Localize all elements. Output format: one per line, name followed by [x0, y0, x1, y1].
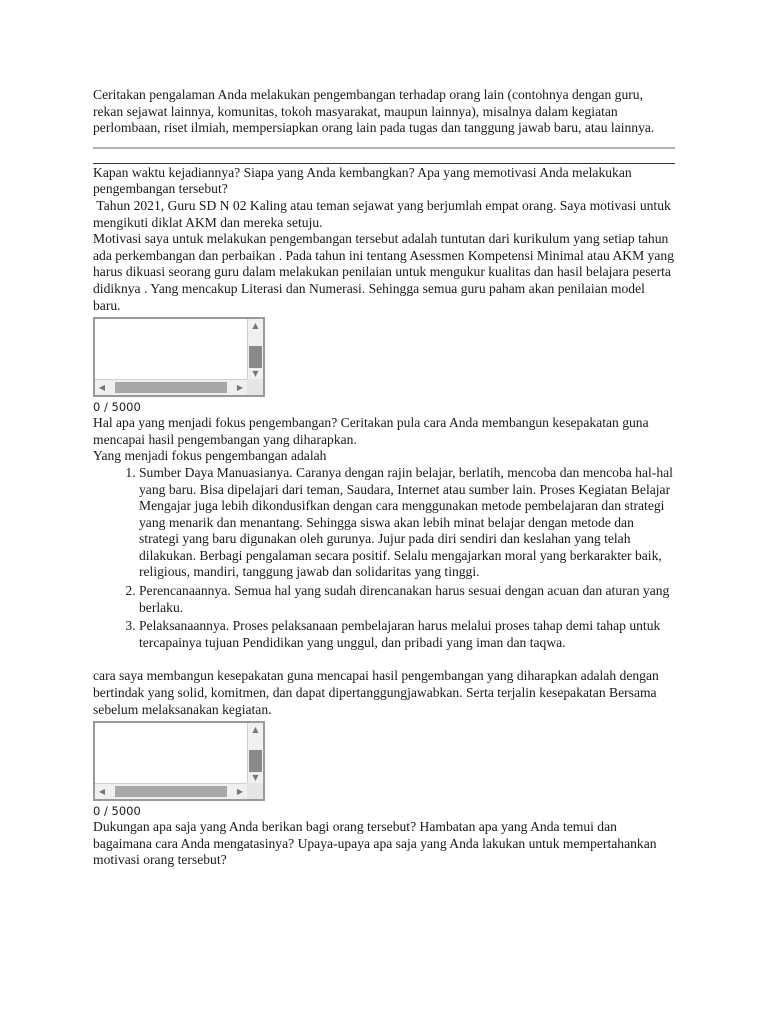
horizontal-scrollbar[interactable]: [95, 783, 247, 799]
divider-dark: [93, 163, 675, 164]
scroll-thumb[interactable]: [249, 346, 262, 368]
answer-1-part-1: Tahun 2021, Guru SD N 02 Kaling atau teman sejawat yang berjumlah empat orang. Saya motivasi untuk mengikuti diklat AKM dan mereka setuju.: [93, 197, 675, 230]
scroll-right-icon[interactable]: ▶: [236, 787, 244, 797]
intro-paragraph: Ceritakan pengalaman Anda melakukan pengembangan terhadap orang lain (contohnya dengan guru, rekan sejawat lainnya, komunitas, tokoh masyarakat, maupun lainnya), misalnya dalam kegiatan perlombaan, riset ilmiah, mempersiapkan orang lain pada tugas dan tanggung jawab baru, atau lainnya.: [93, 87, 655, 136]
scroll-up-icon[interactable]: ▲: [252, 321, 259, 331]
scroll-down-icon[interactable]: ▼: [252, 773, 259, 783]
horizontal-scrollbar[interactable]: [95, 379, 247, 395]
char-counter-1: 0 / 5000: [93, 400, 141, 415]
answer-textarea-2[interactable]: [93, 721, 265, 801]
answer-textarea-1[interactable]: [93, 317, 265, 397]
char-counter-2: 0 / 5000: [93, 804, 141, 819]
question-3: Dukungan apa saja yang Anda berikan bagi orang tersebut? Hambatan apa yang Anda temui dan bagaimana cara Anda mengatasinya? Upaya-upaya apa saja yang Anda lakukan untuk mempertahankan motivasi orang tersebut?: [93, 819, 657, 868]
scroll-right-icon[interactable]: ▶: [236, 383, 244, 393]
scroll-corner: [247, 783, 263, 799]
scroll-down-icon[interactable]: ▼: [252, 369, 259, 379]
list-item: 2. Perencanaannya. Semua hal yang sudah direncanakan harus sesuai dengan acuan dan aturan yang berlaku.: [139, 583, 675, 616]
scroll-thumb[interactable]: [249, 750, 262, 772]
question-2: Hal apa yang menjadi fokus pengembangan? Ceritakan pula cara Anda membangun kesepakatan guna mencapai hasil pengembangan yang diharapkan.: [93, 415, 649, 447]
scroll-corner: [247, 379, 263, 395]
document-page: [93, 87, 675, 869]
scroll-left-icon[interactable]: ◀: [98, 787, 106, 797]
divider-grey: [93, 147, 675, 149]
vertical-scrollbar[interactable]: [247, 723, 263, 785]
answer-2-closing: cara saya membangun kesepakatan guna mencapai hasil pengembangan yang diharapkan adalah dengan bertindak yang solid, komitmen, dan dapat dipertanggungjawabkan. Serta terjalin kesepakatan Bersama sebelum melaksanakan kegiatan.: [93, 668, 659, 717]
list-item: 1. Sumber Daya Manuasianya. Caranya dengan rajin belajar, berlatih, mencoba dan mencoba hal-hal yang baru. Bisa dipelajari dari teman, Saudara, Internet atau sumber lain. Proses Kegiatan Belajar Mengajar juga lebih dikondusifkan dengan cara menggunakan metode pembelajaran dan strategi yang menarik dan menantang. Sehingga siswa akan lebih minat belajar dengan metode dan strategi yang baru digunakan oleh gurunya. Jujur pada diri sendiri dan keslahan yang telah dilakukan. Berbagi pengalaman secara positif. Selalu mengajarkan moral yang berkarakter baik, religious, mandiri, tanggung jawab dan solidaritas yang tinggi.: [139, 465, 675, 581]
answer-2-lead: Yang menjadi fokus pengembangan adalah: [93, 448, 327, 464]
answer-1-part-2: Motivasi saya untuk melakukan pengembangan tersebut adalah tuntutan dari kurikulum yang setiap tahun ada perkembangan dan perbaikan . Pada tahun ini tentang Asessmen Kompetensi Minimal atau AKM yang harus dikuasi seorang guru dalam melakukan penilaian untuk mengukur kualitas dan hasil belajara peserta didiknya . Yang mencakup Literasi dan Numerasi. Sehingga semua guru paham akan penilaian model baru.: [93, 231, 674, 313]
focus-list: [93, 465, 675, 652]
scroll-thumb[interactable]: [115, 382, 227, 393]
vertical-scrollbar[interactable]: [247, 319, 263, 381]
question-1: Kapan waktu kejadiannya? Siapa yang Anda kembangkan? Apa yang memotivasi Anda melakukan pengembangan tersebut?: [93, 164, 632, 197]
list-item: 3. Pelaksanaannya. Proses pelaksanaan pembelajaran harus melalui proses tahap demi tahap untuk tercapainya tujuan Pendidikan yang unggul, dan pribadi yang iman dan taqwa.: [139, 618, 675, 651]
scroll-up-icon[interactable]: ▲: [252, 725, 259, 735]
scroll-left-icon[interactable]: ◀: [98, 383, 106, 393]
scroll-thumb[interactable]: [115, 786, 227, 797]
